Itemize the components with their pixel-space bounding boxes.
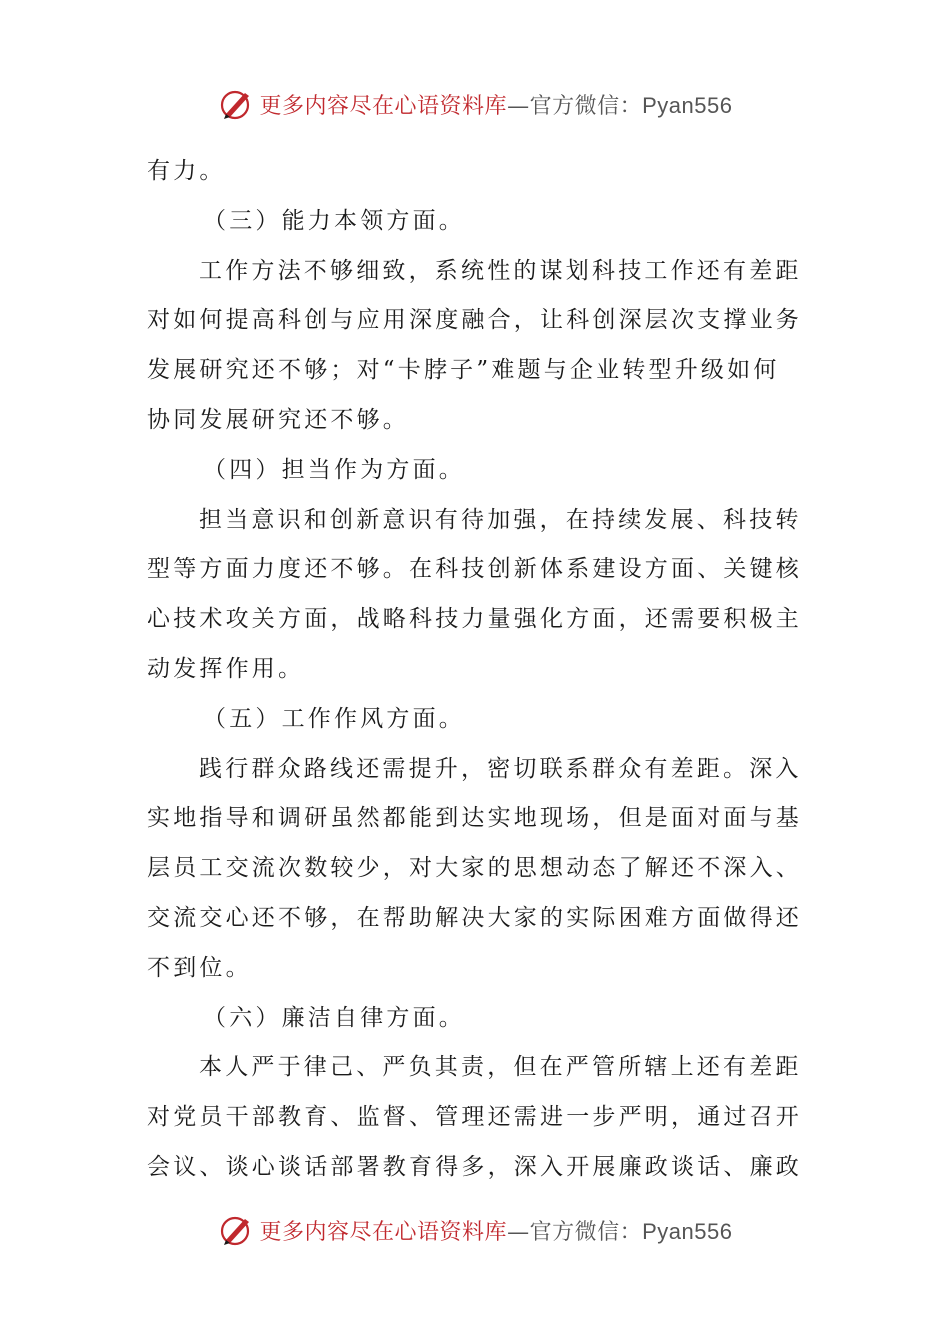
text-line: 对如何提高科创与应用深度融合，让科创深层次支撑业务 [147,307,802,334]
paragraph-first-line: 工作方法不够细致，系统性的谋划科技工作还有差距 [199,257,802,284]
text-line: 不到位。 [147,954,252,981]
pen-logo-icon [218,86,254,122]
text-line: 层员工交流次数较少，对大家的思想动态了解还不深入、 [147,855,802,882]
text-line: 会议、谈心谈话部署教育得多，深入开展廉政谈话、廉政 [147,1153,802,1180]
section-heading: （三）能力本领方面。 [203,207,465,234]
text-line: 发展研究还不够；对“卡脖子”难题与企业转型升级如何 [147,357,780,384]
text-line: 协同发展研究还不够。 [147,406,409,433]
section-heading: （六）廉洁自律方面。 [203,1004,465,1031]
watermark-text [260,89,733,120]
text-line: 实地指导和调研虽然都能到达实地现场，但是面对面与基 [147,805,802,832]
watermark-brand: 更多内容尽在心语资料库 [259,93,508,119]
watermark-contact-id: Pyan556 [642,1218,733,1244]
watermark-footer [0,1210,950,1250]
watermark-contact-id: Pyan556 [642,92,733,118]
pen-logo-icon [218,1212,254,1248]
watermark-contact-label: 官方微信： [529,1219,643,1245]
watermark-brand: 更多内容尽在心语资料库 [259,1219,508,1245]
text-line: 动发挥作用。 [147,655,305,682]
text-line: 有力。 [147,158,226,184]
text-line: 对党员干部教育、监督、管理还需进一步严明，通过召开 [147,1104,802,1131]
section-heading: （四）担当作为方面。 [203,456,465,483]
text-line: 交流交心还不够，在帮助解决大家的实际困难方面做得还 [147,904,802,931]
watermark-contact-label: 官方微信： [529,93,643,119]
text-line: 型等方面力度还不够。在科技创新体系建设方面、关键核 [147,556,802,583]
watermark-text [260,1215,733,1246]
section-heading: （五）工作作风方面。 [203,705,465,732]
watermark-separator: — [507,93,530,119]
paragraph-first-line: 担当意识和创新意识有待加强，在持续发展、科技转 [199,506,802,533]
paragraph-first-line: 本人严于律己、严负其责，但在严管所辖上还有差距 [199,1054,802,1081]
watermark-header [0,84,950,124]
watermark-separator: — [507,1219,530,1245]
paragraph-first-line: 践行群众路线还需提升，密切联系群众有差距。深入 [199,755,802,782]
text-line: 心技术攻关方面，战略科技力量强化方面，还需要积极主 [147,606,802,633]
document-body [147,147,807,1193]
